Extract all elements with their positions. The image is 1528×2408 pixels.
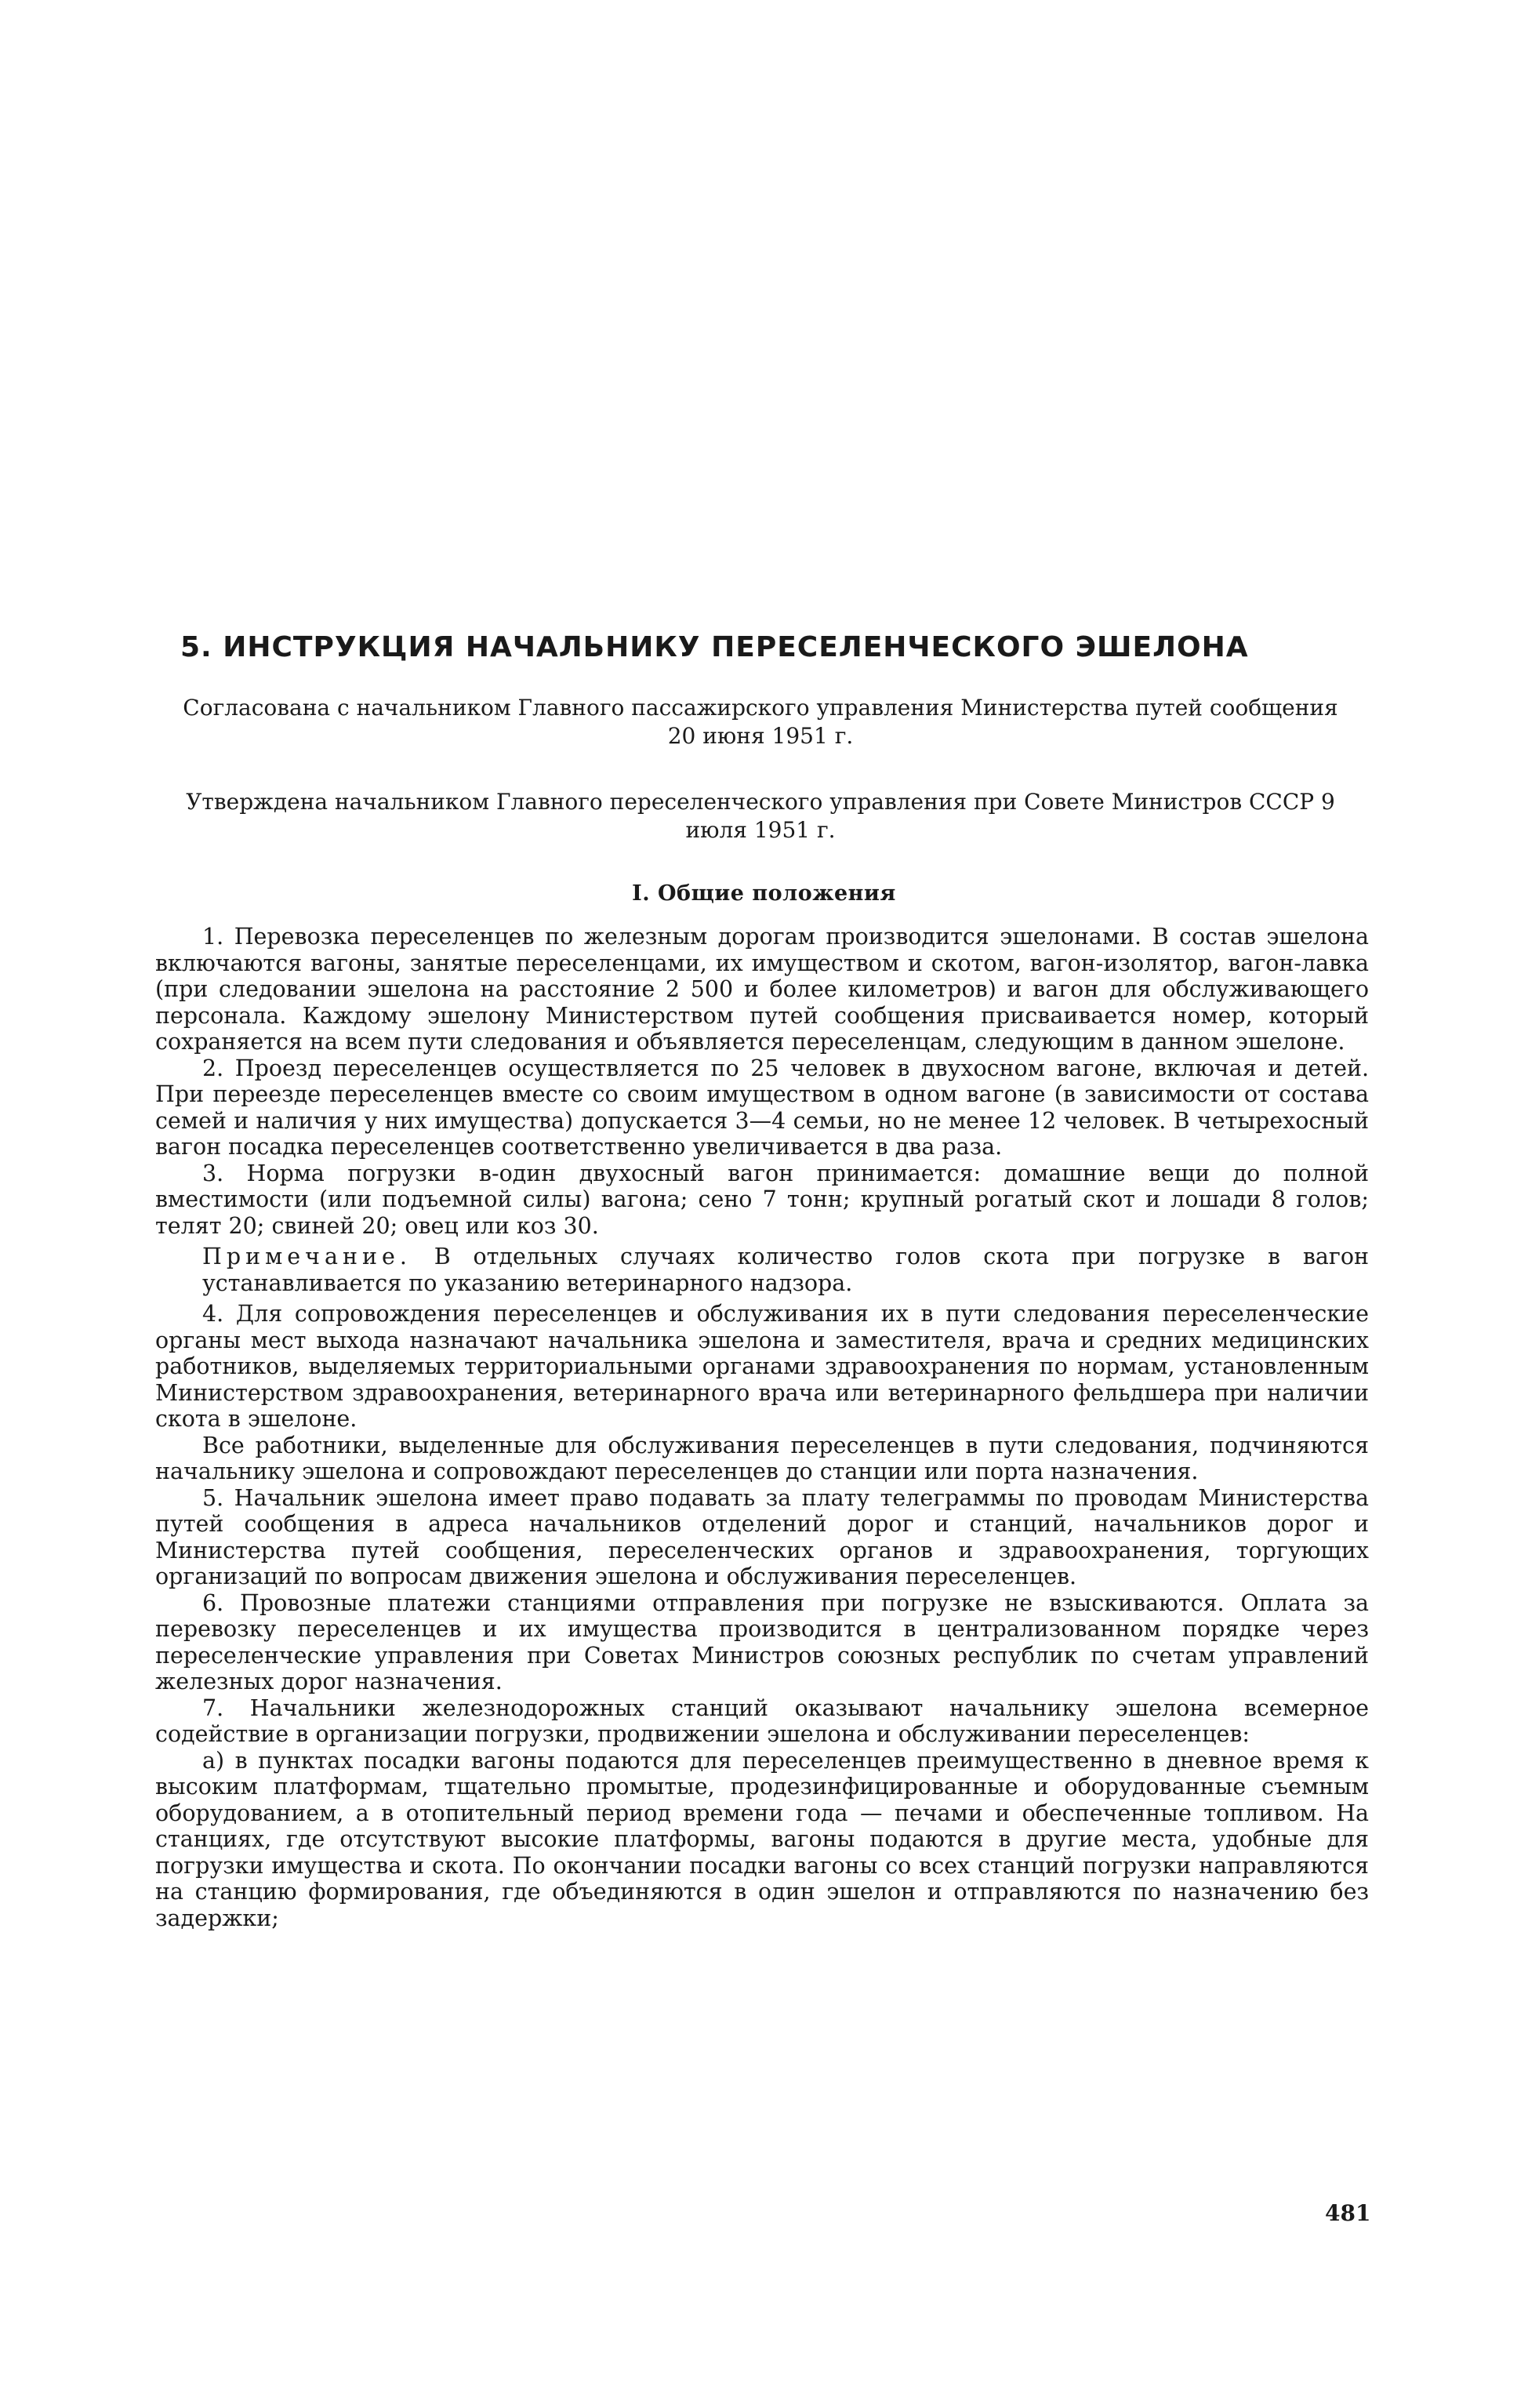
body-text [155,924,1369,1931]
paragraph: 4. Для сопровождения переселенцев и обслуживания их в пути следования переселенческие органы мест выхода назначают начальника эшелона и заместителя, врача и средних медицинских работников, выделяемых территориальными органами здравоохранения по нормам, установленным Министерством здравоохранения, ветеринарного врача или ветеринарного фельдшера при наличии скота в эшелоне. [155,1301,1369,1432]
note-label: Примечание. [202,1244,412,1269]
paragraph: 5. Начальник эшелона имеет право подавать за плату телеграммы по проводам Министерства путей сообщения в адреса начальников отделений дорог и станций, начальников дорог и Министерства путей сообщения, переселенческих органов и здравоохранения, торгующих организаций по вопросам движения эшелона и обслуживания переселенцев. [155,1484,1369,1589]
document-title: 5. ИНСТРУКЦИЯ НАЧАЛЬНИКУ ПЕРЕСЕЛЕНЧЕСКОГО ЭШЕЛОНА [180,631,1249,663]
paragraph: 1. Перевозка переселенцев по железным дорогам производится эшелонами. В состав эшелона включаются вагоны, занятые переселенцами, их имуществом и скотом, вагон-изолятор, вагон-лавка (при следовании эшелона на расстояние 2 500 и более километров) и вагон для обслуживающего персонала. Каждому эшелону Министерством путей сообщения присваивается номер, который сохраняется на всем пути следования и объявляется переселенцам, следующим в данном эшелоне. [155,924,1369,1055]
paragraph: 3. Норма погрузки в-один двухосный вагон принимается: домашние вещи до полной вместимости (или подъемной силы) вагона; сено 7 тонн; крупный рогатый скот и лошади 8 голов; телят 20; свиней 20; овец или коз 30. [155,1160,1369,1239]
approval-note-mps: Согласована с начальником Главного пассажирского управления Министерства путей сообщения 20 июня 1951 г. [183,695,1338,749]
note [202,1244,1369,1296]
paragraph: 2. Проезд переселенцев осуществляется по 25 человек в двухосном вагоне, включая и детей. При переезде переселенцев вместе со своим имуществом в одном вагоне (в зависимости от состава семей и наличия у них имущества) допускается 3—4 семьи, но не менее 12 человек. В четырехосный вагон посадка переселенцев соответственно увеличивается в два раза. [155,1055,1369,1160]
section-heading: I. Общие положения [632,881,896,906]
paragraph: Все работники, выделенные для обслуживания переселенцев в пути следования, подчиняются начальнику эшелона и сопровождают переселенцев до станции или порта назначения. [155,1432,1369,1484]
note-text: В отдельных случаях количество голов скота при погрузке в вагон устанавливается по указанию ветеринарного надзора. [202,1244,1370,1296]
page-number: 481 [1325,2200,1371,2226]
paragraph: 7. Начальники железнодорожных станций оказывают начальнику эшелона всемерное содействие в организации погрузки, продвижении эшелона и обслуживании переселенцев: [155,1694,1369,1747]
approval-note-council: Утверждена начальником Главного переселенческого управления при Совете Министров СССР 9 июля 1951 г. [186,789,1335,843]
paragraph: 6. Провозные платежи станциями отправления при погрузке не взыскиваются. Оплата за перевозку переселенцев и их имущества производится в централизованном порядке через переселенческие управления при Советах Министров союзных республик по счетам управлений железных дорог назначения. [155,1589,1369,1694]
paragraph: а) в пунктах посадки вагоны подаются для переселенцев преимущественно в дневное время к высоким платформам, тщательно промытые, продезинфицированные и оборудованные съемным оборудованием, а в отопительный период времени года — печами и обеспеченные топливом. На станциях, где отсутствуют высокие платформы, вагоны подаются в другие места, удобные для погрузки имущества и скота. По окончании посадки вагоны со всех станций погрузки направляются на станцию формирования, где объединяются в один эшелон и отправляются по назначению без задержки; [155,1747,1369,1931]
